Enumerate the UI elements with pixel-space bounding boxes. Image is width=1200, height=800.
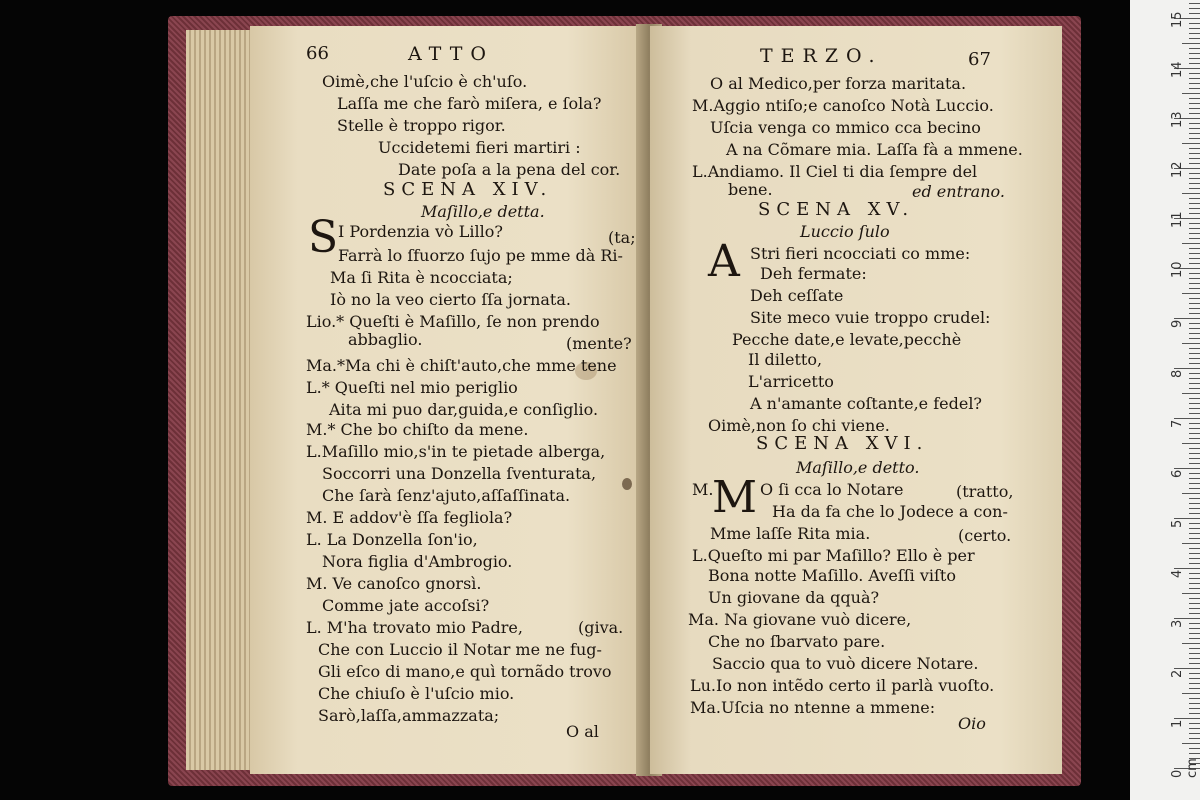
text-line: O al Medico,per forza maritata. xyxy=(710,74,967,93)
ruler-tick xyxy=(1189,138,1200,139)
text-line: L'arricetto xyxy=(748,372,834,391)
ruler-tick xyxy=(1189,413,1200,414)
text-line: Date poſa a la pena del cor. xyxy=(398,160,621,179)
text-line: M.Aggio ntiſo;e canoſco Notà Luccio. xyxy=(692,96,994,115)
text-line: Stelle è troppo rigor. xyxy=(337,116,506,135)
ruler-number: 4 xyxy=(1170,569,1185,578)
left-running-head: ATTO xyxy=(408,43,494,65)
text-line: Deh ceſſate xyxy=(750,286,844,305)
ruler-tick xyxy=(1189,273,1200,274)
ruler-tick xyxy=(1189,308,1200,309)
ruler-number: 13 xyxy=(1170,111,1185,128)
ruler-tick xyxy=(1189,723,1200,724)
ruler-tick xyxy=(1182,193,1200,194)
ruler-tick xyxy=(1189,153,1200,154)
text-line: I Pordenzia vò Lillo? xyxy=(338,222,503,241)
ruler-tick xyxy=(1189,713,1200,714)
ruler-tick xyxy=(1189,148,1200,149)
measurement-ruler xyxy=(1130,0,1200,800)
ruler-tick xyxy=(1189,678,1200,679)
ruler-tick xyxy=(1189,508,1200,509)
ruler-tick xyxy=(1182,593,1200,594)
text-line: Gli eſco di mano,e quì tornãdo trovo xyxy=(318,662,612,681)
ruler-tick xyxy=(1189,653,1200,654)
ruler-tick xyxy=(1189,163,1200,164)
ruler-tick xyxy=(1189,383,1200,384)
text-line: Ma.Uſcia no ntenne a mmene: xyxy=(690,698,936,717)
ruler-tick xyxy=(1189,663,1200,664)
ruler-tick xyxy=(1189,388,1200,389)
ruler-tick xyxy=(1189,48,1200,49)
ruler-tick xyxy=(1189,178,1200,179)
scene-heading: SCENA XV. xyxy=(758,199,915,220)
scene-heading: SCENA XIV. xyxy=(383,179,553,200)
ruler-tick xyxy=(1189,463,1200,464)
ruler-tick xyxy=(1189,428,1200,429)
ruler-tick xyxy=(1189,403,1200,404)
ruler-number: 14 xyxy=(1170,61,1185,78)
ruler-tick xyxy=(1189,513,1200,514)
ruler-tick xyxy=(1189,688,1200,689)
ruler-tick xyxy=(1189,33,1200,34)
ruler-tick xyxy=(1189,183,1200,184)
text-line: Laſſa me che farò miſera, e ſola? xyxy=(337,94,602,113)
ruler-tick xyxy=(1189,598,1200,599)
text-line: bene. xyxy=(728,180,773,199)
ruler-tick xyxy=(1189,133,1200,134)
ruler-tick xyxy=(1189,83,1200,84)
ruler-tick xyxy=(1189,53,1200,54)
text-line: L.Maſillo mio,s'in te pietade alberga, xyxy=(306,442,606,461)
ruler-tick xyxy=(1189,258,1200,259)
ruler-tick xyxy=(1189,628,1200,629)
ruler-tick xyxy=(1182,293,1200,294)
ruler-tick xyxy=(1189,548,1200,549)
ruler-number: 6 xyxy=(1170,469,1185,478)
ruler-tick xyxy=(1189,648,1200,649)
ruler-tick xyxy=(1189,483,1200,484)
text-line: Saccio qua to vuò dicere Notare. xyxy=(712,654,979,673)
ruler-tick xyxy=(1189,503,1200,504)
ruler-tick xyxy=(1189,38,1200,39)
drop-cap: A xyxy=(708,236,740,287)
ruler-tick xyxy=(1189,633,1200,634)
stage-direction: ed entrano. xyxy=(912,182,1005,201)
ruler-tick xyxy=(1189,613,1200,614)
ruler-tick xyxy=(1189,228,1200,229)
text-line: Stri fieri ncocciati co mme: xyxy=(750,244,971,263)
ruler-tick xyxy=(1189,3,1200,4)
ruler-tick xyxy=(1189,498,1200,499)
ruler-tick xyxy=(1189,278,1200,279)
ruler-tick xyxy=(1189,683,1200,684)
ruler-number: 1 xyxy=(1170,719,1185,728)
text-line: L. M'ha trovato mio Padre, xyxy=(306,618,523,637)
ruler-tick xyxy=(1189,533,1200,534)
ruler-tick xyxy=(1189,623,1200,624)
text-line: (giva. xyxy=(578,618,624,637)
ruler-tick xyxy=(1189,363,1200,364)
text-line: A na Cõmare mia. Laſſa fà a mmene. xyxy=(726,140,1023,159)
ruler-tick xyxy=(1189,728,1200,729)
ruler-tick xyxy=(1189,523,1200,524)
text-line: Che chiuſo è l'uſcio mio. xyxy=(318,684,515,703)
text-line: Sarò,laſſa,ammazzata; xyxy=(318,706,500,725)
ruler-tick xyxy=(1189,528,1200,529)
ruler-tick xyxy=(1189,323,1200,324)
ruler-number: 10 xyxy=(1170,261,1185,278)
ruler-tick xyxy=(1182,243,1200,244)
ruler-tick xyxy=(1189,438,1200,439)
ruler-tick xyxy=(1189,298,1200,299)
ruler-tick xyxy=(1189,78,1200,79)
ruler-tick xyxy=(1189,208,1200,209)
text-line: Uſcia venga co mmico cca becino xyxy=(710,118,981,137)
ruler-tick xyxy=(1189,583,1200,584)
ruler-number: 7 xyxy=(1170,419,1185,428)
text-line: Che ſarà ſenz'ajuto,aſſaſſinata. xyxy=(322,486,571,505)
text-line: M.* Che bo chiſto da mene. xyxy=(306,420,529,439)
right-page-number: 67 xyxy=(968,49,991,70)
text-line: Pecche date,e levate,pecchè xyxy=(732,330,962,349)
ruler-tick xyxy=(1189,348,1200,349)
ruler-tick xyxy=(1189,573,1200,574)
text-line: Mme laſſe Rita mia. xyxy=(710,524,871,543)
text-line: M. Ve canoſco gnorsì. xyxy=(306,574,482,593)
ruler-tick xyxy=(1182,643,1200,644)
ruler-tick xyxy=(1189,58,1200,59)
ruler-tick xyxy=(1189,108,1200,109)
catchword: Oio xyxy=(958,714,986,733)
ruler-tick xyxy=(1189,473,1200,474)
ruler-tick xyxy=(1189,173,1200,174)
ruler-tick xyxy=(1189,198,1200,199)
ruler-tick xyxy=(1189,458,1200,459)
text-line: Soccorri una Donzella ſventurata, xyxy=(322,464,597,483)
ruler-tick xyxy=(1189,708,1200,709)
ruler-tick xyxy=(1189,238,1200,239)
ruler-tick xyxy=(1189,8,1200,9)
ruler-tick xyxy=(1189,23,1200,24)
ruler-number: 15 xyxy=(1170,11,1185,28)
ruler-tick xyxy=(1189,263,1200,264)
ruler-tick xyxy=(1189,398,1200,399)
ruler-tick xyxy=(1189,638,1200,639)
ruler-tick xyxy=(1182,543,1200,544)
ruler-tick xyxy=(1189,13,1200,14)
ruler-number: 0 cm xyxy=(1170,758,1200,778)
text-line: L. La Donzella ſon'io, xyxy=(306,530,478,549)
ruler-number: 9 xyxy=(1170,319,1185,328)
text-line: Ma.*Ma chi è chiſt'auto,che mme tene xyxy=(306,356,617,375)
text-line: Site meco vuie troppo crudel: xyxy=(750,308,991,327)
ruler-tick xyxy=(1189,213,1200,214)
text-line: Farrà lo ſfuorzo ſujo pe mme dà Ri- xyxy=(338,246,623,265)
ruler-tick xyxy=(1189,333,1200,334)
scene-characters: Maſillo,e detta. xyxy=(421,202,545,221)
ruler-tick xyxy=(1182,693,1200,694)
ruler-tick xyxy=(1189,588,1200,589)
ruler-number: 8 xyxy=(1170,369,1185,378)
ruler-number: 2 xyxy=(1170,669,1185,678)
text-line: (tratto, xyxy=(956,482,1014,501)
ruler-tick xyxy=(1189,433,1200,434)
text-line: (mente? xyxy=(566,334,632,353)
ruler-tick xyxy=(1189,223,1200,224)
ruler-tick xyxy=(1189,423,1200,424)
text-line: abbaglio. xyxy=(348,330,423,349)
ruler-number: 11 xyxy=(1170,211,1185,228)
ruler-tick xyxy=(1189,98,1200,99)
scene-characters: Maſillo,e detto. xyxy=(796,458,920,477)
ruler-tick xyxy=(1189,478,1200,479)
ruler-tick xyxy=(1182,493,1200,494)
text-line: Comme jate accoſsi? xyxy=(322,596,490,615)
scene-characters: Luccio ſulo xyxy=(800,222,890,241)
text-line: Un giovane da qquà? xyxy=(708,588,880,607)
ruler-tick xyxy=(1182,343,1200,344)
ink-stain xyxy=(622,478,632,490)
ruler-tick xyxy=(1189,358,1200,359)
text-line: Lio.* Queſti è Maſillo, ſe non prendo xyxy=(306,312,600,331)
text-line: Deh fermate: xyxy=(760,264,867,283)
ruler-tick xyxy=(1189,538,1200,539)
ruler-number: 3 xyxy=(1170,619,1185,628)
ruler-tick xyxy=(1189,578,1200,579)
text-line: Ma. Na giovane vuò dicere, xyxy=(688,610,912,629)
ruler-tick xyxy=(1189,603,1200,604)
ruler-tick xyxy=(1189,553,1200,554)
ruler-tick xyxy=(1189,288,1200,289)
ruler-number: 5 xyxy=(1170,519,1185,528)
text-line: L.Queſto mi par Maſillo? Ello è per xyxy=(692,546,975,565)
ruler-tick xyxy=(1189,233,1200,234)
text-line: L.* Queſti nel mio periglio xyxy=(306,378,518,397)
ruler-tick xyxy=(1189,283,1200,284)
catchword: O al xyxy=(566,722,599,741)
ruler-tick xyxy=(1189,73,1200,74)
ruler-tick xyxy=(1189,188,1200,189)
right-running-head: TERZO. xyxy=(760,45,883,67)
ruler-tick xyxy=(1182,43,1200,44)
ruler-tick xyxy=(1189,558,1200,559)
text-line: Iò no la veo cierto ſſa jornata. xyxy=(330,290,571,309)
ruler-tick xyxy=(1189,338,1200,339)
ruler-tick xyxy=(1189,63,1200,64)
ruler-tick xyxy=(1189,113,1200,114)
text-line: Che con Luccio il Notar me ne fug- xyxy=(318,640,602,659)
ruler-tick xyxy=(1189,103,1200,104)
text-line: Ha da fa che lo Jodece a con- xyxy=(772,502,1008,521)
ruler-tick xyxy=(1189,353,1200,354)
text-line: Oimè,che l'uſcio è ch'uſo. xyxy=(322,72,528,91)
ruler-tick xyxy=(1189,88,1200,89)
text-line: Uccidetemi fieri martiri : xyxy=(378,138,581,157)
text-line: (ta; xyxy=(608,228,636,247)
text-line: A n'amante coſtante,e fedel? xyxy=(750,394,983,413)
text-line: Lu.Io non intẽdo certo il parlà vuoſto. xyxy=(690,676,995,695)
ruler-tick xyxy=(1189,123,1200,124)
ruler-tick xyxy=(1189,328,1200,329)
ruler-tick xyxy=(1189,673,1200,674)
text-line: (certo. xyxy=(958,526,1012,545)
ruler-tick xyxy=(1189,453,1200,454)
text-line: O ſi cca lo Notare xyxy=(760,480,904,499)
drop-cap: S xyxy=(308,212,339,263)
ruler-tick xyxy=(1189,128,1200,129)
text-line: Ma ſi Rita è ncocciata; xyxy=(330,268,513,287)
text-line: L.Andiamo. Il Ciel ti dia ſempre del xyxy=(692,162,978,181)
ruler-tick xyxy=(1189,608,1200,609)
ruler-tick xyxy=(1189,313,1200,314)
ruler-tick xyxy=(1189,303,1200,304)
ruler-tick xyxy=(1189,703,1200,704)
ruler-tick xyxy=(1189,448,1200,449)
left-page-number: 66 xyxy=(306,43,329,64)
ruler-tick xyxy=(1189,698,1200,699)
text-line: Aita mi puo dar,guida,e conſiglio. xyxy=(329,400,599,419)
text-line: Bona notte Maſillo. Aveſſi viſto xyxy=(708,566,956,585)
text-line: M. E addov'è ſſa fegliola? xyxy=(306,508,513,527)
ruler-tick xyxy=(1189,373,1200,374)
speaker-label: M. xyxy=(692,480,714,499)
ruler-tick xyxy=(1189,203,1200,204)
ruler-tick xyxy=(1189,658,1200,659)
ruler-tick xyxy=(1189,408,1200,409)
text-line: Il diletto, xyxy=(748,350,823,369)
scene-heading: SCENA XVI. xyxy=(756,433,929,454)
ruler-tick xyxy=(1189,378,1200,379)
text-line: Che no ſbarvato pare. xyxy=(708,632,886,651)
text-line: Oimè,non ſo chi viene. xyxy=(708,416,890,435)
ruler-tick xyxy=(1189,28,1200,29)
ruler-tick xyxy=(1189,488,1200,489)
ruler-tick xyxy=(1182,443,1200,444)
ruler-tick xyxy=(1182,393,1200,394)
ruler-tick xyxy=(1189,563,1200,564)
ruler-tick xyxy=(1189,253,1200,254)
ruler-tick xyxy=(1189,738,1200,739)
ruler-tick xyxy=(1189,733,1200,734)
drop-cap: M xyxy=(712,472,758,523)
ruler-number: 12 xyxy=(1170,161,1185,178)
ruler-tick xyxy=(1182,143,1200,144)
ruler-tick xyxy=(1189,248,1200,249)
ruler-tick xyxy=(1189,158,1200,159)
text-line: Nora figlia d'Ambrogio. xyxy=(322,552,513,571)
ruler-tick xyxy=(1182,93,1200,94)
ruler-tick xyxy=(1182,743,1200,744)
